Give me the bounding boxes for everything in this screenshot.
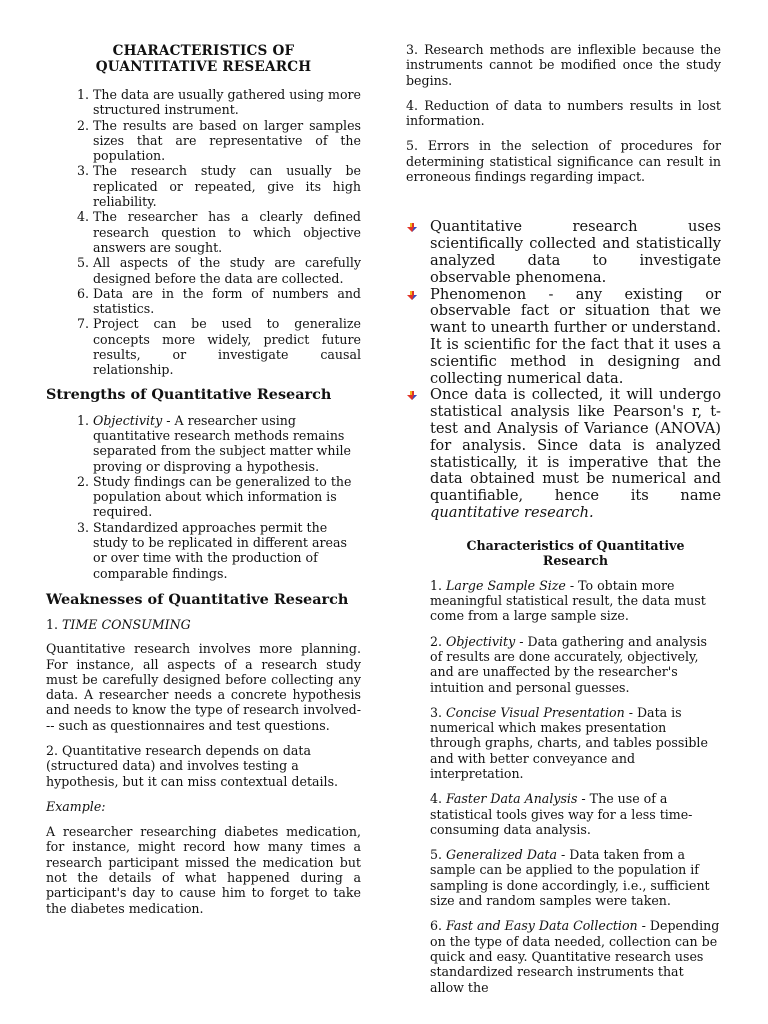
item-number: 1. <box>430 577 447 593</box>
item-number: 3. <box>430 704 447 720</box>
item-text: - Data taken from a sample can be applied to the population if sampling is done accordingly, i.e., sufficient size and random samples were taken. <box>430 847 710 909</box>
item-text: - Data is numerical which makes presentation through graphs, charts, and tables possible and with better conveyance and interpretation. <box>430 704 708 781</box>
example-paragraph: A researcher researching diabetes medication, for instance, might record how many times a research participant missed the medication but not the details of what happened during a participant's day to cause him to forget to take the diabetes medication. <box>46 824 361 916</box>
list-item: 4. The researcher has a clearly defined research question to which objective answers are sought. <box>93 209 361 255</box>
item-term: Fast and Easy Data Collection <box>446 918 638 934</box>
item-term: Faster Data Analysis <box>446 791 578 807</box>
item-text: - Data gathering and analysis of results are done accurately, objectively, and are unaffected by the researcher's intuition and personal guesses. <box>430 633 708 695</box>
item-number: 2. <box>430 633 447 649</box>
item-number: 4. <box>430 791 447 807</box>
example-label <box>46 799 361 814</box>
strengths-list <box>46 413 361 581</box>
item-term: Objectivity <box>446 633 516 649</box>
definition-bullets <box>406 219 721 521</box>
characteristics-heading <box>430 538 721 569</box>
title-line-1: CHARACTERISTICS OF <box>112 43 295 59</box>
item-text: - The use of a statistical tools gives way for a less time-consuming data analysis. <box>430 791 693 837</box>
item-number: 5. <box>430 847 447 863</box>
list-item: 7. Project can be used to generalize concepts more widely, predict future results, or investigate causal relationship. <box>93 316 361 377</box>
arrow-bullet-icon <box>406 291 418 301</box>
item-text: - Depending on the type of data needed, collection can be quick and easy. Quantitative research uses standardized research instruments that allow the <box>430 918 720 995</box>
bullet-text: Phenomenon - any existing or observable fact or situation that we want to unearth further or understand. It is scientific for the fact that it uses a scientific method in designing and collecting numerical data. <box>430 285 721 387</box>
weaknesses-heading: Weaknesses of Quantitative Research <box>46 590 349 608</box>
characteristic-item <box>430 634 721 695</box>
characteristics-heading-line-1: Characteristics of Quantitative <box>466 537 685 553</box>
list-item: 3. The research study can usually be replicated or repeated, give its high reliability. <box>93 163 361 209</box>
characteristic-item <box>430 791 721 837</box>
weakness-1-label <box>46 617 361 632</box>
weakness-1-paragraph: Quantitative research involves more planning. For instance, all aspects of a research study must be carefully designed before collecting any data. A researcher needs a concrete hypothesis and needs to know the type of research involved--- such as questionnaires and test questions. <box>46 641 361 733</box>
bullet-term: quantitative research. <box>430 503 594 521</box>
strength-text: - A researcher using quantitative research methods remains separated from the subject matter while proving or disproving a hypothesis. <box>93 412 351 474</box>
characteristics-section <box>430 538 721 995</box>
weakness-3-paragraph: 3. Research methods are inflexible because the instruments cannot be modified once the study begins. <box>406 42 721 88</box>
strength-term: Objectivity <box>93 412 163 428</box>
list-item <box>93 413 361 474</box>
weakness-1-term: TIME CONSUMING <box>62 616 191 632</box>
weakness-2-paragraph: 2. Quantitative research depends on data (structured data) and involves testing a hypothesis, but it can miss contextual details. <box>46 742 339 789</box>
arrow-bullet-icon <box>406 223 418 233</box>
list-item <box>406 219 721 286</box>
item-term: Concise Visual Presentation <box>446 704 625 720</box>
title-line-2: QUANTITATIVE RESEARCH <box>95 59 312 75</box>
list-item: 6. Data are in the form of numbers and statistics. <box>93 286 361 317</box>
characteristic-item <box>430 705 721 781</box>
weakness-1-number: 1. <box>46 616 63 632</box>
item-term: Large Sample Size <box>446 577 566 593</box>
right-column <box>406 42 721 995</box>
bullet-text: Once data is collected, it will undergo statistical analysis like Pearson's r, t-test and Analysis of Variance (ANOVA) for analysis. Since data is analyzed statistically, it is imperative that the data obtained must be numerical and quantifiable, hence its name <box>430 386 721 505</box>
list-item: 2. The results are based on larger samples sizes that are representative of the population. <box>93 118 361 164</box>
list-item: 5. All aspects of the study are carefully designed before the data are collected. <box>93 255 361 286</box>
left-column <box>46 0 361 916</box>
page-title <box>46 43 361 75</box>
weakness-5-paragraph: 5. Errors in the selection of procedures for determining statistical significance can result in erroneous findings regarding impact. <box>406 138 721 185</box>
example-label-text: Example: <box>46 798 106 814</box>
list-item: 3. Standardized approaches permit the study to be replicated in different areas or over time with the production of comparable findings. <box>93 520 361 581</box>
list-item: 1. The data are usually gathered using more structured instrument. <box>93 87 361 118</box>
strengths-heading: Strengths of Quantitative Research <box>46 385 332 403</box>
item-number: 6. <box>430 918 447 934</box>
bullet-text: Quantitative research uses scientifically collected and statistically analyzed data to investigate observable phenomena. <box>430 218 721 286</box>
characteristic-item <box>430 918 721 994</box>
list-item: 2. Study findings can be generalized to the population about which information is required. <box>93 474 361 520</box>
characteristics-list <box>46 87 361 378</box>
characteristic-item <box>430 847 721 908</box>
characteristic-item <box>430 578 721 624</box>
item-term: Generalized Data <box>446 847 558 863</box>
list-item <box>406 287 721 388</box>
weakness-4-paragraph: 4. Reduction of data to numbers results in lost information. <box>406 97 721 129</box>
item-text: - To obtain more meaningful statistical result, the data must come from a large sample size. <box>430 577 706 624</box>
characteristics-heading-line-2: Research <box>542 553 609 569</box>
arrow-bullet-icon <box>406 391 418 401</box>
list-item <box>406 387 721 521</box>
